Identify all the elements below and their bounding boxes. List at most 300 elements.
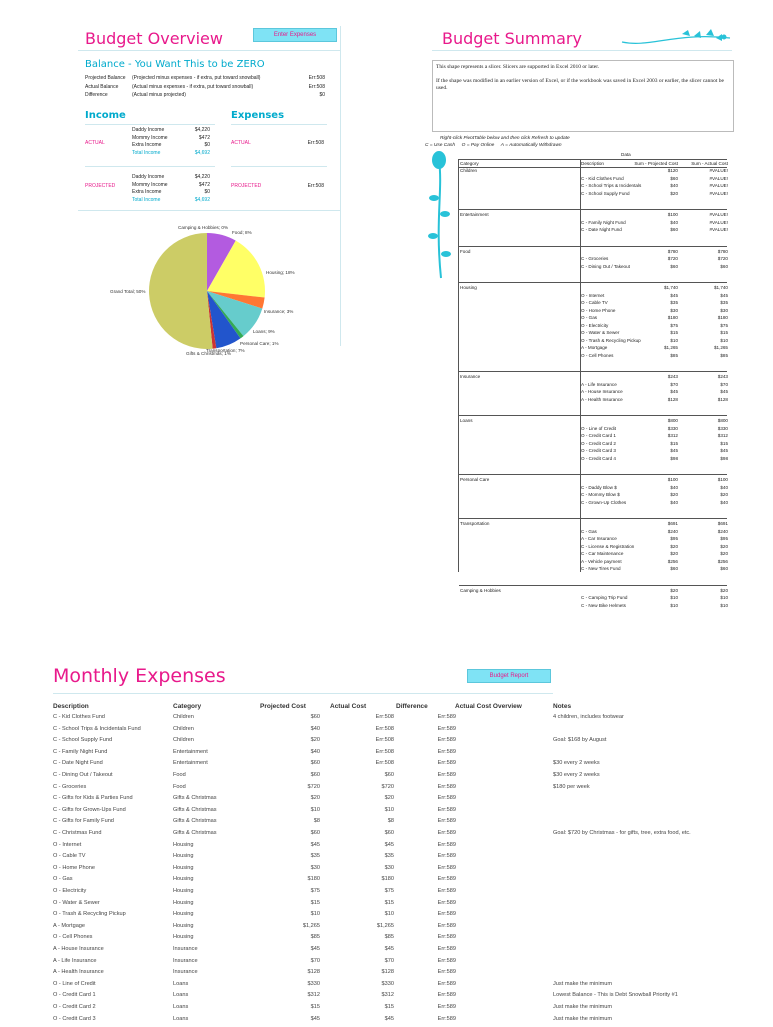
refresh-hint: Right-click PivotTable below and then click Refresh to update xyxy=(440,136,570,141)
pivot-cell: $330 xyxy=(717,425,728,431)
balance-title: Balance - You Want This to be ZERO xyxy=(85,59,265,70)
income-label: Total Income xyxy=(132,196,161,203)
expense-cell: Err:589 xyxy=(437,888,456,894)
expense-cell: O - Gas xyxy=(53,876,73,883)
expense-cell: Gifts & Christmas xyxy=(173,830,217,836)
pivot-cell: $98 xyxy=(670,455,678,461)
expense-cell: O - Cell Phones xyxy=(53,934,93,941)
pivot-cell: $40 xyxy=(720,499,728,505)
expense-row[interactable] xyxy=(53,726,753,738)
pivot-cell: $240 xyxy=(717,528,728,534)
pivot-item-row xyxy=(459,344,727,351)
pivot-cell: A - Health Insurance xyxy=(581,396,623,402)
pivot-cell: $20 xyxy=(670,492,678,497)
pivot-cell: #VALUE! xyxy=(709,183,728,188)
expense-cell: Err:508 xyxy=(375,737,394,744)
slicer-placeholder[interactable] xyxy=(432,60,734,132)
pivot-cell: $243 xyxy=(717,374,728,379)
pivot-item-row xyxy=(459,499,727,506)
expense-cell: Housing xyxy=(173,899,194,906)
pivot-item-row xyxy=(459,565,727,572)
pivot-category-row xyxy=(459,476,727,483)
pivot-cell: $100 xyxy=(667,477,678,482)
pivot-cell: C - Date Night Fund xyxy=(581,227,622,232)
expense-cell: $15 xyxy=(384,899,394,906)
pivot-item-row xyxy=(459,337,727,344)
expense-cell: A - House Insurance xyxy=(53,946,104,952)
pivot-cell: C - Family Night Fund xyxy=(581,219,626,225)
expense-cell: $45 xyxy=(384,841,394,848)
pivot-cell: $60 xyxy=(670,227,678,232)
pivot-cell: C - License & Registration xyxy=(581,543,635,549)
pivot-cell: $95 xyxy=(720,536,728,541)
pie-label-gifts: Gifts & Christmas; 1% xyxy=(186,351,231,356)
expense-cell: O - Internet xyxy=(53,841,82,848)
pivot-item-row xyxy=(459,182,727,189)
pie-label-loans: Loans; 9% xyxy=(253,329,275,334)
pivot-item-row xyxy=(459,440,727,447)
expense-cell: O - Home Phone xyxy=(53,864,95,871)
pivot-cell: $60 xyxy=(670,263,678,269)
pivot-item-row xyxy=(459,381,727,388)
income-value: $0 xyxy=(204,142,210,148)
pivot-cell: #VALUE! xyxy=(709,175,728,181)
expense-cell: Housing xyxy=(173,853,194,860)
pivot-item-row xyxy=(459,175,727,182)
expense-cell: Entertainment xyxy=(173,760,208,767)
expense-cell: Err:589 xyxy=(437,841,456,848)
pivot-cell: O - Gas xyxy=(581,315,598,320)
expenses-underline xyxy=(231,124,327,125)
expense-row[interactable] xyxy=(53,784,753,796)
flower-stem-decoration-icon xyxy=(425,150,455,280)
pivot-cell: $800 xyxy=(717,418,728,423)
pivot-cell: $128 xyxy=(667,396,678,402)
income-title: Income xyxy=(85,110,126,121)
expense-cell: Err:589 xyxy=(437,806,456,813)
balance-row xyxy=(85,84,325,92)
income-label: Total Income xyxy=(132,149,161,156)
pie-slice-grand-total xyxy=(149,233,213,349)
expense-cell: Err:589 xyxy=(437,957,456,964)
pivot-cell: $120 xyxy=(667,168,678,173)
pivot-group-separator xyxy=(459,209,727,210)
pivot-cell: $70 xyxy=(670,381,678,387)
expense-row[interactable] xyxy=(53,772,753,784)
expense-cell: $20 xyxy=(310,795,320,802)
pivot-cell: $60 xyxy=(720,263,728,269)
enter-expenses-button[interactable]: Enter Expenses xyxy=(253,28,337,42)
expense-cell: $70 xyxy=(310,957,320,964)
expense-cell: $720 xyxy=(381,783,394,790)
balance-label: Projected Balance xyxy=(85,75,126,81)
pivot-cell: $40 xyxy=(670,484,678,490)
expense-cell: Housing xyxy=(173,876,194,883)
pivot-cell: C - Dining Out / Takeout xyxy=(581,263,630,269)
expense-cell: Err:589 xyxy=(437,864,456,871)
payment-legend: C = Use Cash O = Pay Online A = Automatically Withdrawn xyxy=(425,143,562,148)
pivot-cell: C - Camping Trip Fund xyxy=(581,595,628,600)
pivot-cell: $35 xyxy=(720,300,728,305)
pivot-cell: $312 xyxy=(667,433,678,438)
expense-cell: $180 per week xyxy=(553,783,590,790)
expense-row[interactable] xyxy=(53,760,753,772)
expense-cell: Err:589 xyxy=(437,934,456,941)
income-label: Daddy Income xyxy=(132,127,165,133)
monthly-header-0: Description xyxy=(53,703,89,710)
expense-cell: $75 xyxy=(310,888,320,894)
pivot-cell: $40 xyxy=(720,484,728,490)
pivot-item-row xyxy=(459,425,727,432)
balance-label: Difference xyxy=(85,92,108,98)
actual-expenses-value: Err:508 xyxy=(307,140,324,146)
pivot-cell: $691 xyxy=(667,521,678,526)
overview-title: Budget Overview xyxy=(85,29,223,48)
pivot-cell: $20 xyxy=(670,551,678,556)
expense-row[interactable] xyxy=(53,842,753,854)
pivot-cell: O - Cell Phones xyxy=(581,352,614,358)
expense-cell: $85 xyxy=(384,934,394,941)
pivot-cell: $1,740 xyxy=(713,285,728,290)
pivot-cell: O - Credit Card 1 xyxy=(581,433,616,438)
expense-cell: C - School Supply Fund xyxy=(53,737,113,744)
pivot-cell: $95 xyxy=(670,536,678,541)
expense-cell: Housing xyxy=(173,888,194,894)
pivot-item-row xyxy=(459,292,727,299)
expense-cell: Err:589 xyxy=(437,946,456,952)
pivot-cell: C - Grown-Up Clothes xyxy=(581,499,627,505)
expense-row[interactable] xyxy=(53,876,753,888)
expense-cell: Err:589 xyxy=(437,911,456,918)
budget-report-button[interactable]: Budget Report xyxy=(467,669,551,683)
expense-cell: O - Credit Card 3 xyxy=(53,1015,96,1022)
expense-cell: O - Credit Card 2 xyxy=(53,1004,96,1010)
expense-pie-chart xyxy=(78,218,340,360)
pivot-cell: $780 xyxy=(667,248,678,254)
pivot-cell: $30 xyxy=(670,307,678,313)
pivot-cell: $10 xyxy=(670,602,678,608)
pie-label-transport: Transportation; 7% xyxy=(206,348,245,353)
expense-cell: $45 xyxy=(384,1015,394,1022)
expense-cell: $15 xyxy=(384,1004,394,1010)
pivot-category-row xyxy=(459,373,727,380)
expense-cell: Err:508 xyxy=(375,725,394,732)
expense-cell: Goal: $720 by Christmas - for gifts, tree, extra food, etc. xyxy=(553,830,691,836)
pivot-cell: O - Trash & Recycling Pickup xyxy=(581,337,641,343)
projected-expenses-label: PROJECTED xyxy=(231,183,262,189)
income-label: Mommy Income xyxy=(132,134,168,141)
monthly-divider xyxy=(53,693,553,694)
pivot-column-line xyxy=(580,160,581,572)
monthly-header-4: Difference xyxy=(396,703,428,710)
pivot-cell: $10 xyxy=(720,337,728,343)
expense-cell: $10 xyxy=(384,806,394,813)
pivot-group-separator xyxy=(459,474,727,475)
expense-cell: Err:589 xyxy=(437,748,456,755)
income-value: $0 xyxy=(204,189,210,195)
expense-cell: C - Groceries xyxy=(53,783,87,790)
pivot-item-row xyxy=(459,602,727,609)
overview-divider xyxy=(78,50,340,51)
expense-row[interactable] xyxy=(53,888,753,900)
expense-row[interactable] xyxy=(53,946,753,958)
pivot-cell: $256 xyxy=(717,558,728,564)
expense-cell: Loans xyxy=(173,1015,189,1022)
pivot-item-row xyxy=(459,558,727,565)
expense-row[interactable] xyxy=(53,714,753,726)
pivot-category-row xyxy=(459,417,727,424)
pivot-cell: O - Cable TV xyxy=(581,300,608,305)
pivot-cell: $75 xyxy=(720,322,728,328)
expense-row[interactable] xyxy=(53,934,753,946)
expense-cell: $60 xyxy=(384,772,394,778)
pivot-cell: $40 xyxy=(670,219,678,225)
actual-expenses-label: ACTUAL xyxy=(231,140,251,146)
expense-cell: $1,265 xyxy=(376,922,394,929)
expense-row[interactable] xyxy=(53,911,753,923)
expense-row[interactable] xyxy=(53,981,753,993)
expense-cell: Just make the minimum xyxy=(553,1004,613,1010)
pivot-cell: $98 xyxy=(720,455,728,461)
summary-divider xyxy=(432,50,732,51)
monthly-header-6: Notes xyxy=(553,703,572,710)
expense-cell: $60 xyxy=(310,760,320,767)
pivot-cell: $60 xyxy=(720,566,728,571)
pivot-cell: $45 xyxy=(670,292,678,298)
expense-row[interactable] xyxy=(53,818,753,830)
expense-cell: $180 xyxy=(307,876,320,883)
pivot-cell: A - Life Insurance xyxy=(581,381,617,387)
expense-row[interactable] xyxy=(53,969,753,981)
pivot-cell: C - New Tires Fund xyxy=(581,566,621,571)
summary-title: Budget Summary xyxy=(442,29,582,48)
pivot-cell: $10 xyxy=(670,595,678,600)
expense-cell: Housing xyxy=(173,841,194,848)
expense-cell: $45 xyxy=(310,1015,320,1022)
pivot-cell: $45 xyxy=(720,448,728,453)
income-value: $4,220 xyxy=(194,127,210,133)
pivot-cell: O - Credit Card 4 xyxy=(581,455,616,461)
expense-cell: $10 xyxy=(384,911,394,918)
pivot-cell: Children xyxy=(460,168,478,173)
pivot-cell: C - Groceries xyxy=(581,256,609,261)
expense-cell: C - Date Night Fund xyxy=(53,760,103,767)
expense-cell: Gifts & Christmas xyxy=(173,795,217,802)
pivot-cell: C - Daddy Blow $ xyxy=(581,484,617,490)
pie-label-insurance: Insurance; 3% xyxy=(264,309,294,314)
pivot-cell: A - Mortgage xyxy=(581,345,608,350)
actual-income-label: ACTUAL xyxy=(85,140,105,146)
expense-cell: $20 xyxy=(384,795,394,802)
pivot-cell: A - Car Insurance xyxy=(581,536,617,541)
expense-cell: A - Health Insurance xyxy=(53,969,104,976)
pivot-cell: Entertainment xyxy=(460,212,489,217)
expense-cell: $312 xyxy=(381,992,394,999)
expense-cell: C - Kid Clothes Fund xyxy=(53,714,105,720)
expense-cell: O - Trash & Recycling Pickup xyxy=(53,911,126,918)
expense-cell: C - School Trips & Incidentals Fund xyxy=(53,725,141,732)
expense-cell: Err:589 xyxy=(437,853,456,860)
pivot-category-row xyxy=(459,248,727,255)
expense-cell: $60 xyxy=(310,830,320,836)
pivot-cell: $720 xyxy=(717,256,728,261)
expense-cell: $10 xyxy=(310,911,320,918)
pivot-cell: $20 xyxy=(720,587,728,593)
expense-cell: C - Dining Out / Takeout xyxy=(53,772,113,778)
expense-cell: Err:589 xyxy=(437,1004,456,1010)
pivot-cell: $45 xyxy=(720,389,728,394)
balance-desc: (Projected minus expenses - if extra, put toward snowball) xyxy=(132,75,261,81)
expense-cell: O - Credit Card 1 xyxy=(53,992,96,999)
expense-cell: Goal: $168 by August xyxy=(553,737,607,744)
expense-cell: O - Cable TV xyxy=(53,853,86,860)
pivot-cell: $15 xyxy=(670,330,678,335)
expense-row[interactable] xyxy=(53,1004,753,1016)
pivot-cell: C - Gas xyxy=(581,528,597,534)
income-value: $4,220 xyxy=(194,174,210,180)
expense-cell: Err:589 xyxy=(437,899,456,906)
pivot-cell: A - House Insurance xyxy=(581,389,623,394)
expense-row[interactable] xyxy=(53,958,753,970)
expense-row[interactable] xyxy=(53,1016,753,1027)
expense-row[interactable] xyxy=(53,795,753,807)
expense-cell: C - Gifts for Grown-Ups Fund xyxy=(53,806,126,813)
slicer-notice-line-2: If the shape was modified in an earlier version of Excel, or if the workbook was saved in Excel 2003 or earlier, the slicer cannot be used. xyxy=(436,78,724,91)
pivot-header-cell: Sum - Projected Cost xyxy=(634,161,678,166)
expense-cell: Gifts & Christmas xyxy=(173,806,217,813)
expense-cell: $40 xyxy=(310,725,320,732)
pivot-cell: $45 xyxy=(720,292,728,298)
expense-cell: Food xyxy=(173,783,186,790)
expense-cell: Err:508 xyxy=(375,714,394,720)
expense-row[interactable] xyxy=(53,865,753,877)
expense-row[interactable] xyxy=(53,749,753,761)
expense-cell: $70 xyxy=(384,957,394,964)
expense-cell: Gifts & Christmas xyxy=(173,818,217,825)
expense-cell: Insurance xyxy=(173,969,198,976)
expense-cell: $60 xyxy=(310,714,320,720)
expense-row[interactable] xyxy=(53,737,753,749)
pivot-cell: Camping & Hobbies xyxy=(460,587,501,593)
expense-cell: Err:589 xyxy=(437,795,456,802)
monthly-header-1: Category xyxy=(173,703,202,710)
pivot-cell: A - Vehicle payment xyxy=(581,558,622,564)
expense-cell: $35 xyxy=(310,853,320,860)
pivot-cell: $75 xyxy=(670,322,678,328)
expense-cell: $60 xyxy=(310,772,320,778)
budget-pivot-table[interactable] xyxy=(458,159,728,608)
income-value: $472 xyxy=(198,134,210,141)
balance-row xyxy=(85,92,325,100)
pivot-cell: O - Credit Card 2 xyxy=(581,440,616,446)
expense-cell: $30 every 2 weeks xyxy=(553,772,600,778)
expense-cell: $15 xyxy=(310,899,320,906)
pivot-cell: $691 xyxy=(717,521,728,526)
income-label: Mommy Income xyxy=(132,181,168,188)
pivot-category-row xyxy=(459,211,727,218)
pivot-cell: $10 xyxy=(670,337,678,343)
pivot-cell: $180 xyxy=(667,315,678,320)
pivot-item-row xyxy=(459,307,727,314)
pivot-cell: $10 xyxy=(720,602,728,608)
pivot-group-separator xyxy=(459,585,727,586)
income-value: $472 xyxy=(198,181,210,188)
pivot-cell: $20 xyxy=(720,543,728,549)
expense-cell: Err:508 xyxy=(375,760,394,767)
pivot-cell: $45 xyxy=(670,448,678,453)
pivot-cell: $800 xyxy=(667,418,678,423)
expense-row[interactable] xyxy=(53,853,753,865)
expense-cell: Err:589 xyxy=(437,760,456,767)
expense-cell: Err:589 xyxy=(437,1015,456,1022)
pivot-data-header: Data xyxy=(621,152,631,157)
expense-cell: $8 xyxy=(387,818,394,825)
expense-row[interactable] xyxy=(53,923,753,935)
pie-label-grand: Grand Total; 50% xyxy=(110,289,146,294)
expense-cell: C - Gifts for Kids & Parties Fund xyxy=(53,795,133,802)
pivot-cell: $243 xyxy=(667,374,678,379)
pivot-cell: O - Credit Card 3 xyxy=(581,448,616,453)
income-mid-divider xyxy=(85,166,215,167)
expense-row[interactable] xyxy=(53,830,753,842)
total-income-row xyxy=(132,150,212,158)
expense-cell: Just make the minimum xyxy=(553,980,613,987)
expense-cell: Err:589 xyxy=(437,818,456,825)
income-value: $4,692 xyxy=(194,149,210,156)
pivot-item-row xyxy=(459,543,727,550)
expense-cell: Loans xyxy=(173,992,189,999)
pivot-item-row xyxy=(459,447,727,454)
monthly-header-2: Projected Cost xyxy=(260,703,306,710)
pivot-cell: C - Car Maintenance xyxy=(581,551,624,556)
pivot-cell: Food xyxy=(460,248,471,254)
balance-label: Actual Balance xyxy=(85,83,119,90)
pivot-item-row xyxy=(459,455,727,462)
expense-cell: $312 xyxy=(307,992,320,999)
projected-income-label: PROJECTED xyxy=(85,183,116,189)
pivot-cell: $70 xyxy=(720,381,728,387)
pivot-cell: $100 xyxy=(717,477,728,482)
pivot-group-separator xyxy=(459,246,727,247)
pivot-cell: #VALUE! xyxy=(709,190,728,196)
monthly-header-3: Actual Cost xyxy=(330,703,367,710)
expense-cell: $40 xyxy=(310,748,320,755)
expense-cell: $8 xyxy=(313,818,320,825)
pivot-cell: $45 xyxy=(670,389,678,394)
expense-cell: Children xyxy=(173,714,194,720)
pivot-item-row xyxy=(459,396,727,403)
expense-cell: Err:508 xyxy=(375,748,394,755)
expense-cell: O - Line of Credit xyxy=(53,980,96,987)
pivot-cell: $20 xyxy=(720,492,728,497)
pivot-cell: $35 xyxy=(670,300,678,305)
pivot-cell: $256 xyxy=(667,558,678,564)
expense-cell: $85 xyxy=(310,934,320,941)
income-underline xyxy=(85,124,215,125)
pivot-cell: $20 xyxy=(670,543,678,549)
expense-row[interactable] xyxy=(53,992,753,1004)
pivot-cell: $1,265 xyxy=(713,345,728,350)
expense-cell: $30 xyxy=(310,864,320,871)
pivot-item-row xyxy=(459,491,727,498)
expense-cell: Housing xyxy=(173,922,194,929)
expense-cell: Insurance xyxy=(173,957,198,964)
expense-row[interactable] xyxy=(53,807,753,819)
pivot-item-row xyxy=(459,329,727,336)
expense-row[interactable] xyxy=(53,900,753,912)
expense-cell: $30 every 2 weeks xyxy=(553,760,600,767)
pivot-cell: $1,265 xyxy=(663,345,678,350)
